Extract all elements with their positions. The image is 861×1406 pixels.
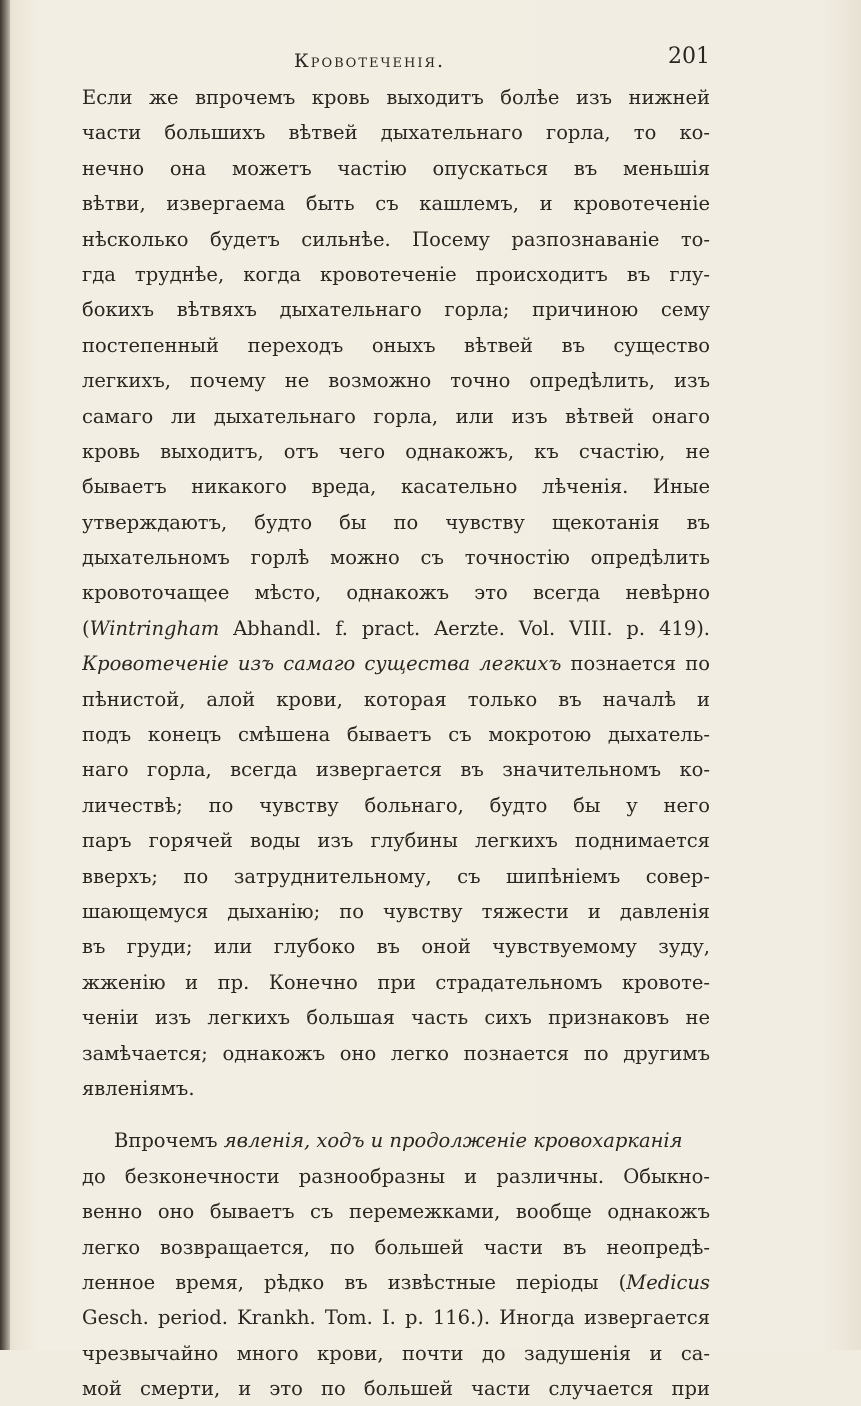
citation-author: Medicus [626, 1270, 710, 1294]
text-line: вѣтви, извергаема быть съ кашлемъ, и кровотеченіе [82, 192, 710, 216]
text-line: личествѣ; по чувству больнаго, будто бы у него [82, 793, 710, 817]
text-line: Если же впрочемъ кровь выходитъ болѣе изъ нижней [82, 86, 710, 109]
text-line: части большихъ вѣтвей дыхательнаго горла, то ко- [82, 121, 710, 145]
text-line: паръ горячей воды изъ глубины легкихъ поднимается [82, 829, 710, 853]
text-line [82, 1265, 710, 1300]
text-line: въ груди; или глубоко въ оной чувствуемому зуду, [82, 935, 710, 959]
text-line: замѣчается; однакожъ оно легко познается по другимъ [82, 1041, 710, 1065]
text-line: пѣнистой, алой крови, которая только въ началѣ и [82, 687, 710, 711]
body-text [82, 80, 710, 1406]
text-line: гда труднѣе, когда кровотеченіе происходитъ въ глу- [82, 262, 710, 286]
citation-author: Wintringham [89, 616, 220, 640]
text-line: самаго ли дыхательнаго горла, или изъ вѣтвей онаго [82, 404, 710, 428]
citation-source: Gesch. period. Krankh. Tom. I. p. 116.). [82, 1306, 491, 1330]
text-line: кровь выходитъ, отъ чего однакожъ, къ счастію, не [82, 439, 710, 463]
text-fragment: Иногда извергается [490, 1306, 710, 1330]
emphasis-heading: явленія, ходъ и продолженіе кровохарканія [223, 1129, 683, 1153]
text-line: жженію и пр. Конечно при страдательномъ кровоте- [82, 970, 710, 994]
citation-open: ( [82, 616, 90, 640]
citation-line [82, 1300, 710, 1335]
page-number: 201 [668, 44, 710, 69]
text-line: вверхъ; по затруднительному, съ шипѣніемъ совер- [82, 864, 710, 888]
citation-source: Abhandl. f. pract. Aerzte. Vol. VIII. p. 419). [219, 616, 710, 640]
text-line: ченіи изъ легкихъ большая часть сихъ признаковъ не [82, 1006, 710, 1030]
text-fragment: ленное время, рѣдко въ извѣстные періоды [82, 1270, 599, 1294]
text-line: постепенный переходъ оныхъ вѣтвей въ существо [82, 333, 710, 357]
page-header [84, 44, 716, 80]
text-line [82, 646, 710, 681]
text-fragment: познается по [561, 652, 710, 676]
text-line: кровоточащее мѣсто, однакожъ это всегда невѣрно [82, 581, 710, 605]
text-line: бываетъ никакого вреда, касательно лѣченія. Иные [82, 475, 710, 499]
text-line: венно оно бываетъ съ перемежками, вообще однакожъ [82, 1200, 710, 1224]
text-line: бокихъ вѣтвяхъ дыхательнаго горла; причиною сему [82, 298, 710, 322]
text-line: до безконечности разнообразны и различны. Обыкно- [82, 1164, 710, 1188]
text-line: легкихъ, почему не возможно точно опредѣлить, изъ [82, 369, 710, 393]
text-line: нечно она можетъ частію опускаться въ меньшія [82, 156, 710, 180]
text-line: подъ конецъ смѣшена бываетъ съ мокротою дыхатель- [82, 723, 710, 747]
text-line: легко возвращается, по большей части въ неопредѣ- [82, 1235, 710, 1259]
text-line: утверждаютъ, будто бы по чувству щекотанія въ [82, 510, 710, 534]
text-line: дыхательномъ горлѣ можно съ точностію опредѣлить [82, 546, 710, 570]
text-line: шающемуся дыханію; по чувству тяжести и давленія [82, 899, 710, 923]
text-line: нѣсколько будетъ сильнѣе. Посему разпознаваніе то- [82, 227, 710, 251]
text-line: чрезвычайно много крови, почти до задушенія и са- [82, 1341, 710, 1365]
running-title: Кровотеченія. [294, 50, 446, 72]
text-line [82, 1123, 710, 1158]
text-fragment: Впрочемъ [114, 1129, 224, 1153]
page-binding-edge [0, 0, 10, 1350]
text-line: мой смерти, и это по большей части случается при [82, 1377, 710, 1401]
emphasis-heading: Кровотеченіе изъ самаго существа легкихъ [82, 652, 562, 676]
text-line: явленіямъ. [82, 1076, 195, 1100]
paragraph-gap [82, 1106, 710, 1123]
citation-line [82, 611, 710, 646]
citation-open: ( [618, 1270, 627, 1294]
text-line: наго горла, всегда извергается въ значительномъ ко- [82, 758, 710, 782]
